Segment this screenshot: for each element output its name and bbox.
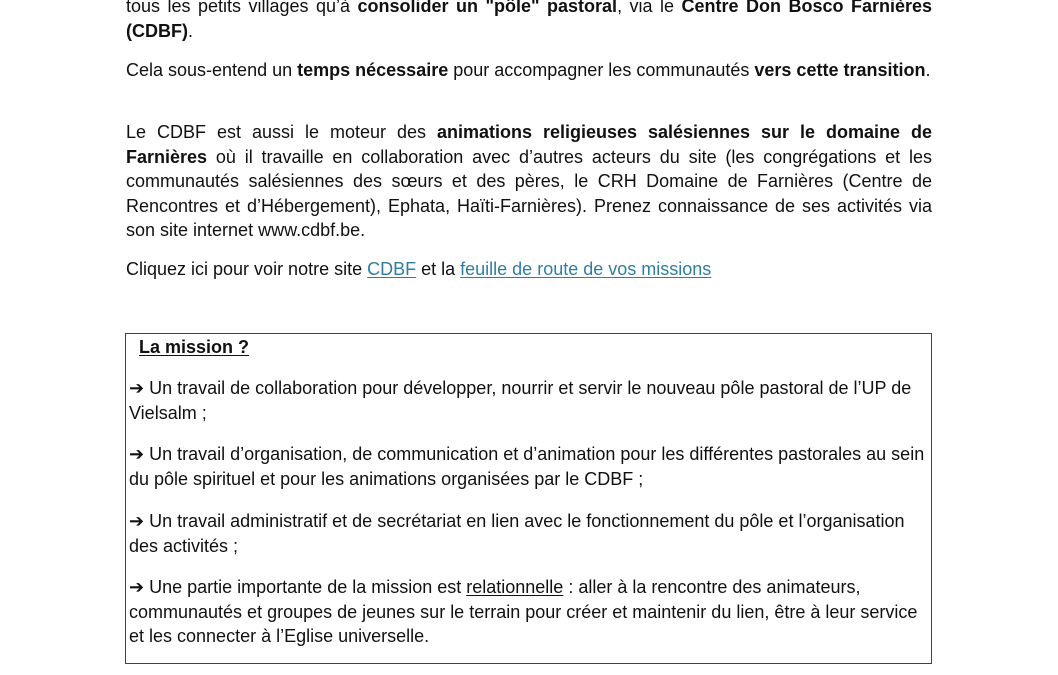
bold-text: vers cette transition xyxy=(754,60,926,80)
links-paragraph xyxy=(126,257,932,282)
bold-text: temps nécessaire xyxy=(297,60,449,80)
arrow-icon: ➔ xyxy=(129,378,145,398)
intro-paragraph-continuation xyxy=(126,0,932,43)
mission-box xyxy=(125,333,932,664)
text-run: . xyxy=(925,60,931,80)
item-text: : aller à la rencontre des animateurs, communautés et groupes de jeunes sur le terrain pour créer et maintenir du lien, être à leur service et les connecter à l’Eglise universelle. xyxy=(129,577,918,646)
text-run: pour accompagner les communautés xyxy=(448,60,755,80)
text-run: Cela sous-entend un xyxy=(126,60,298,80)
cdbf-link[interactable]: CDBF xyxy=(367,259,417,279)
item-text: Un travail administratif et de secrétariat en lien avec le fonctionnement du pôle et l’organisation des activités ; xyxy=(129,511,905,556)
arrow-icon: ➔ xyxy=(129,577,145,597)
bold-text: Centre Don Bosco Farnières (CDBF) xyxy=(126,0,933,41)
arrow-icon: ➔ xyxy=(129,511,145,531)
transition-paragraph xyxy=(126,58,932,83)
text-run: , via le xyxy=(617,0,682,16)
text-run: Le CDBF est aussi le moteur des xyxy=(126,122,437,142)
arrow-icon: ➔ xyxy=(129,444,145,464)
item-text: Une partie importante de la mission est xyxy=(144,577,467,597)
mission-title: La mission ? xyxy=(139,337,250,357)
mission-item xyxy=(129,575,929,649)
mission-roadmap-link[interactable]: feuille de route de vos missions xyxy=(460,259,712,279)
cdbf-paragraph xyxy=(126,120,932,243)
bold-text: consolider un "pôle" pastoral xyxy=(357,0,618,16)
item-text: Un travail d’organisation, de communication et d’animation pour les différentes pastorales au sein du pôle spirituel et pour les animations organisées par le CDBF ; xyxy=(129,444,925,489)
text-run: et la xyxy=(416,259,461,279)
text-run: Cliquez ici pour voir notre site xyxy=(126,259,368,279)
bold-text: animations religieuses salésiennes sur le domaine de Farnières xyxy=(126,122,932,167)
text-run: . xyxy=(187,20,193,41)
mission-item xyxy=(129,509,929,558)
mission-item xyxy=(129,376,929,425)
item-text: Un travail de collaboration pour développer, nourrir et servir le nouveau pôle pastoral de l’UP de Vielsalm ; xyxy=(129,378,912,423)
text-run: tous les petits villages qu’à xyxy=(126,0,358,16)
underlined-text: relationnelle xyxy=(466,577,564,597)
mission-item xyxy=(129,442,929,491)
text-run: où il travaille en collaboration avec d’autres acteurs du site (les congrégations et les communautés salésiennes des sœurs et des pères, le CRH Domaine de Farnières (Centre de Rencontres et d’Hébergement), Ephata, Haïti-Farnières). Prenez connaissance de ses activités via son site internet www.cdbf.be. xyxy=(126,146,932,240)
